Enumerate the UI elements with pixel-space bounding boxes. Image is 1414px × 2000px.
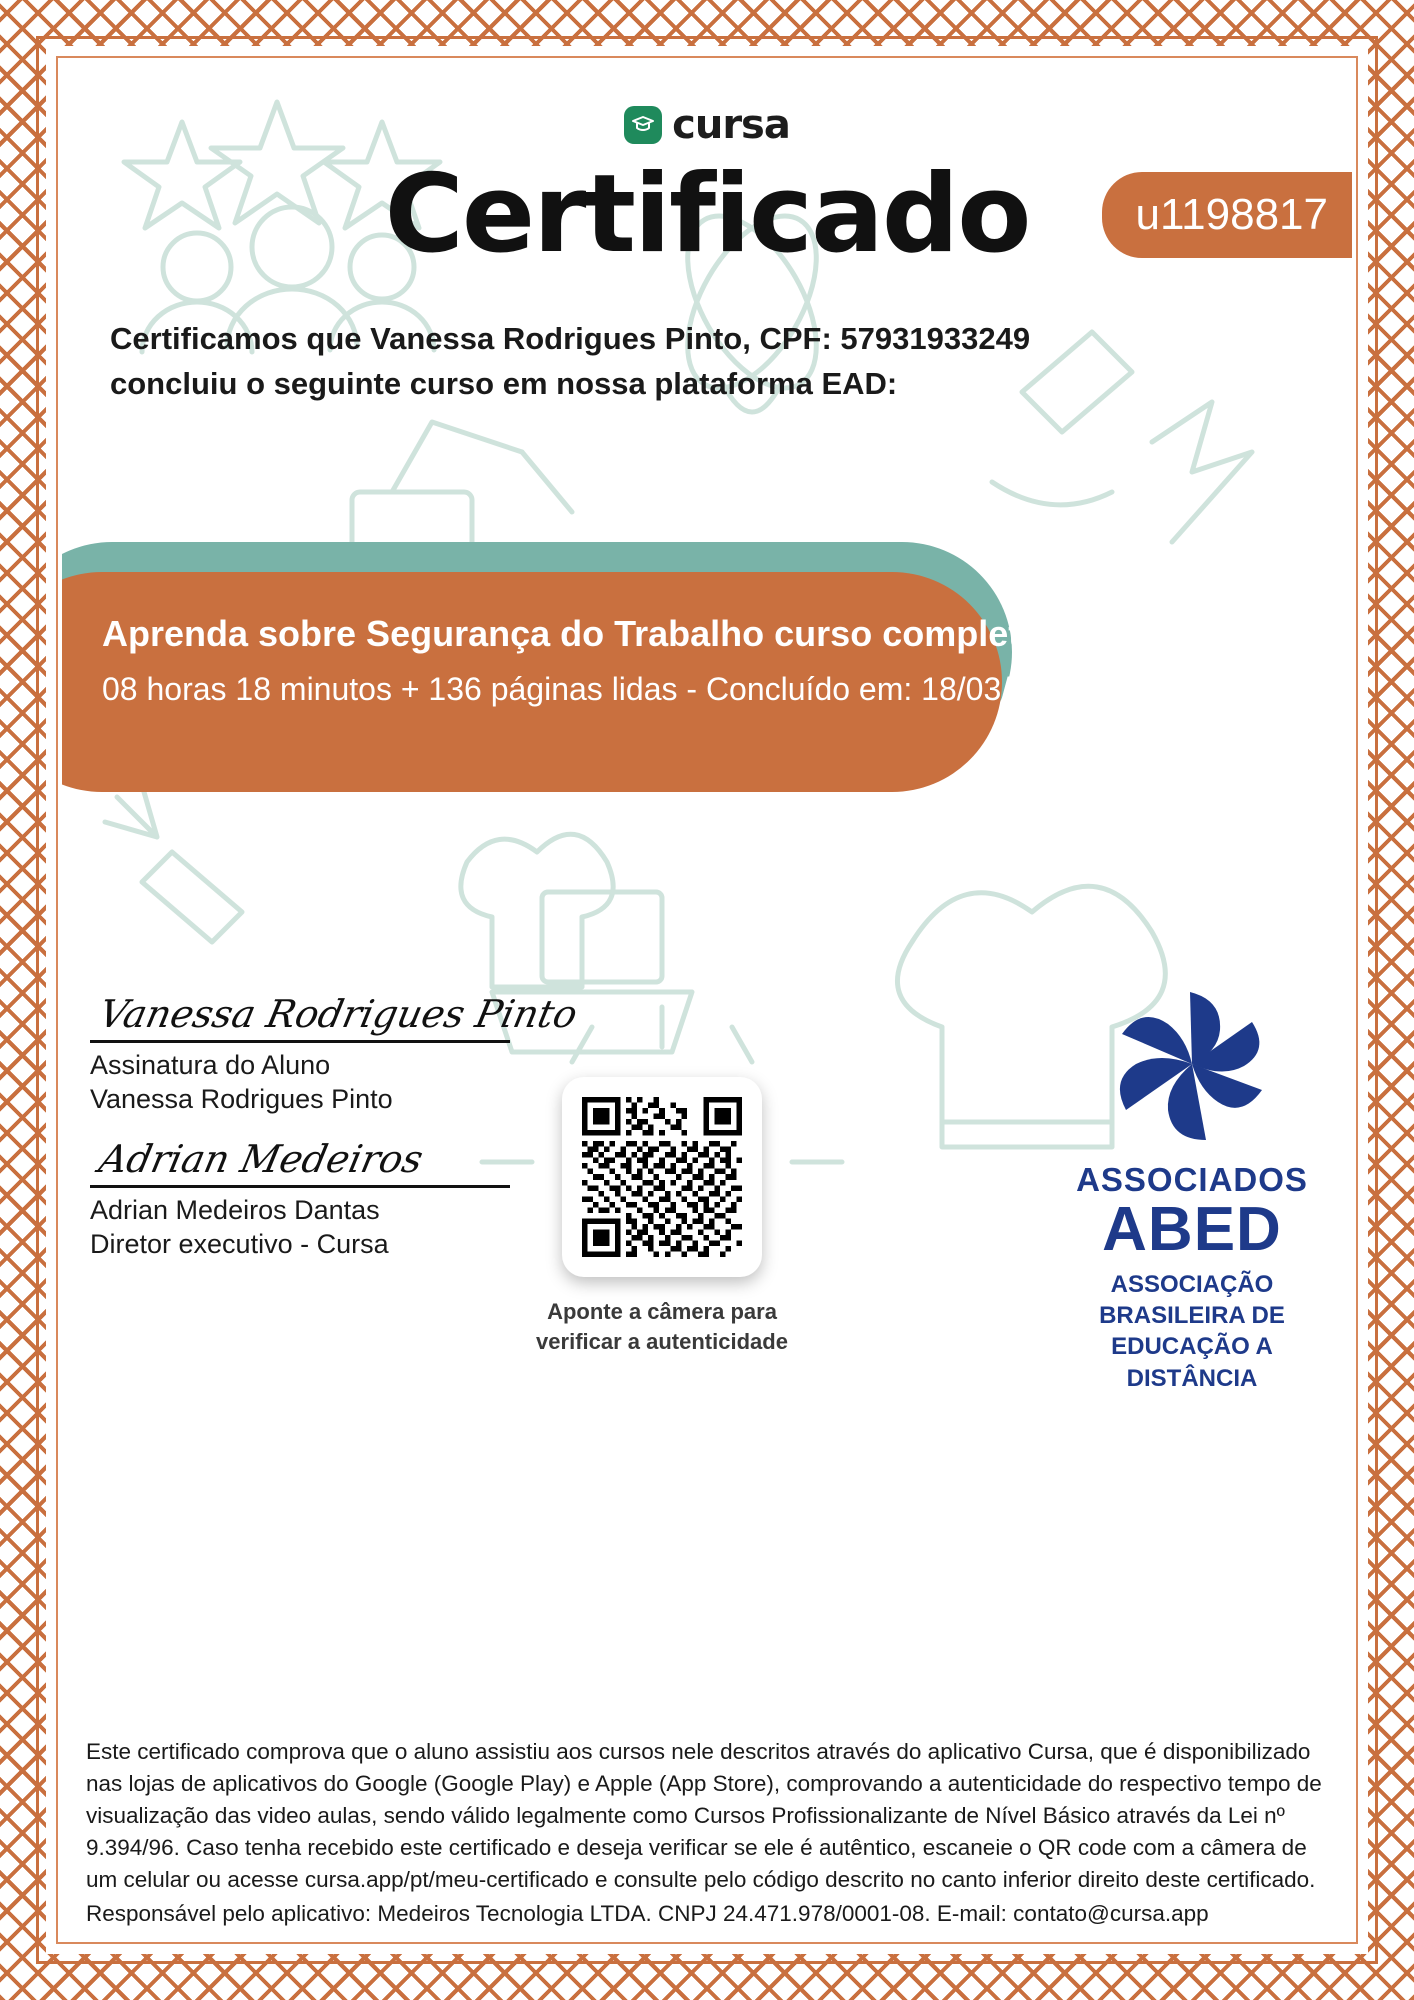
abed-sub-line-2: BRASILEIRA DE [1099, 1302, 1285, 1330]
abed-sub-line-4: DISTÂNCIA [1126, 1364, 1258, 1392]
graduation-cap-icon [624, 106, 662, 144]
course-banner [62, 542, 1352, 792]
brand-logo [62, 102, 1352, 148]
director-signature-script: Adrian Medeiros [95, 1137, 427, 1181]
course-banner-front [62, 572, 1064, 792]
brand-name: cursa [672, 102, 790, 148]
abed-pinwheel-icon [1102, 982, 1282, 1152]
student-signature-label: Assinatura do Aluno [90, 1050, 331, 1080]
abed-full-name [1042, 1269, 1342, 1394]
course-details: 08 horas 18 minutos + 136 páginas lidas - Concluído em: 18/03/202 [102, 671, 1064, 708]
signature-line [90, 1040, 510, 1043]
certificate-body [62, 62, 1352, 1938]
director-signature-block [90, 1137, 510, 1262]
director-role: Diretor executivo - Cursa [90, 1228, 389, 1259]
course-title: Aprenda sobre Segurança do Trabalho curso completo [102, 613, 1043, 654]
qr-caption-line-1: Aponte a câmera para [547, 1299, 777, 1324]
abed-associados-label: ASSOCIADOS [1076, 1161, 1308, 1198]
abed-logo-block [1042, 982, 1342, 1394]
qr-caption-line-2: verificar a autenticidade [536, 1328, 788, 1354]
abed-sub-line-1: ASSOCIAÇÃO [1110, 1271, 1274, 1298]
footer-responsavel: Responsável pelo aplicativo: Medeiros Tecnologia LTDA. CNPJ 24.471.978/0001-08. E-mail: contato@cursa.app [86, 1901, 1209, 1927]
abed-sub-line-3: EDUCAÇÃO A [1111, 1333, 1273, 1361]
certificate-code-badge: u1198817 [1102, 172, 1353, 258]
page-title: Certificado [384, 152, 1030, 277]
intro-line-2: concluiu o seguinte curso em nossa plataforma EAD: [110, 365, 898, 401]
student-signature-name: Vanessa Rodrigues Pinto [90, 1083, 393, 1114]
intro-prefix: Certificamos que [110, 321, 362, 356]
signature-line [90, 1185, 510, 1188]
certificate-intro [110, 317, 1304, 407]
student-signature-block [90, 992, 582, 1117]
footer-paragraph: Este certificado comprova que o aluno assistiu aos cursos nele descritos através do aplicativo Cursa, que é disponibilizado nas lojas de aplicativos do Google (Google Play) e Apple (App Store), comprovando a autenticidade do respectivo tempo de visualização das video aulas, sendo válido legalmente como Cursos Profissionalizante de Nível Básico através da Lei nº 9.394/96. Caso tenha recebido este certificado e deseja verificar se ele é autêntico, escaneie o QR code com a câmera de um celular ou acesse cursa.app/pt/meu-certificado e consulte pelo código descrito no canto inferior direito deste certificado. [86, 1739, 1322, 1893]
footer-text [86, 1736, 1340, 1930]
qr-code-icon[interactable] [582, 1097, 742, 1257]
qr-code-card[interactable] [562, 1077, 762, 1277]
director-name: Adrian Medeiros Dantas [90, 1195, 380, 1225]
student-name-cpf: Vanessa Rodrigues Pinto, CPF: 57931933249 [370, 321, 1031, 356]
abed-name: ABED [1102, 1195, 1282, 1264]
qr-caption [502, 1297, 822, 1356]
student-signature-script: Vanessa Rodrigues Pinto [95, 992, 582, 1036]
